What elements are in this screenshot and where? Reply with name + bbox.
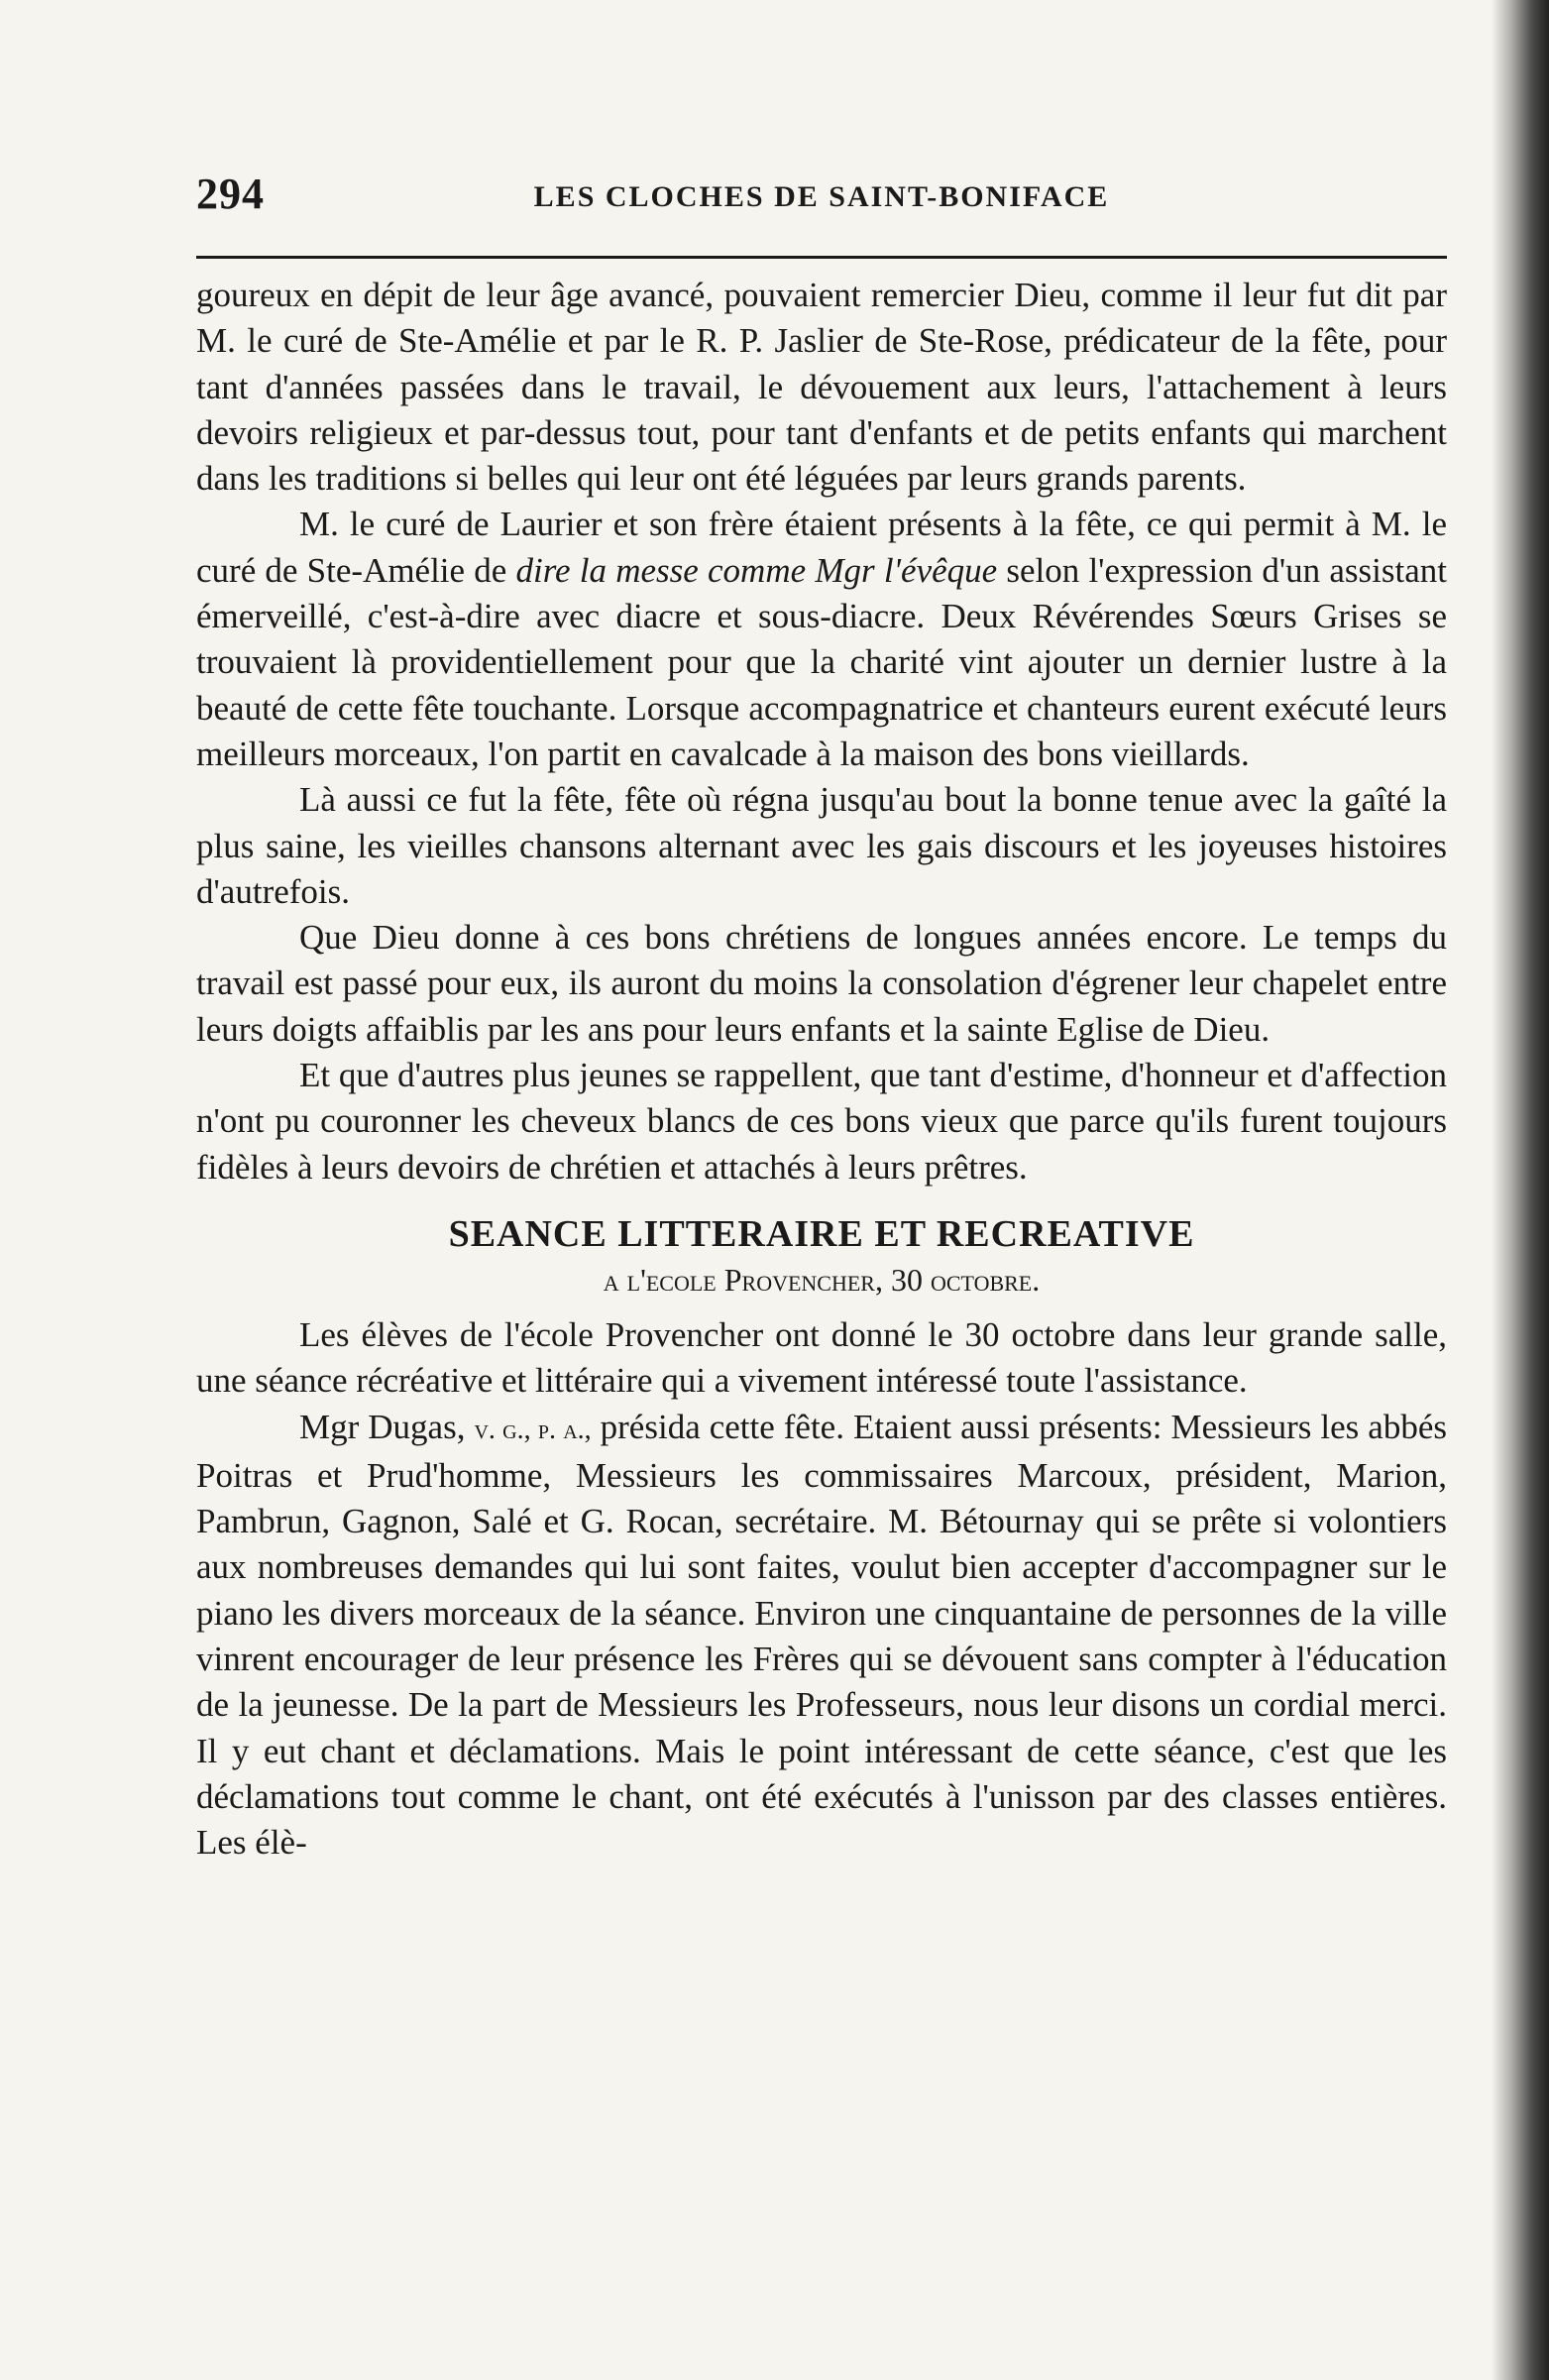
- page-number: 294: [196, 170, 265, 218]
- section-subtitle: a l'ecole Provencher, 30 octobre.: [603, 1261, 1041, 1298]
- paragraph-text: M. le curé de Laurier et son frère étaient présents à la fête, ce qui permit à M. le curé de Ste-Amélie de: [196, 505, 1447, 590]
- italic-quote: dire la messe comme Mgr l'évêque: [515, 550, 998, 590]
- paragraph-laurier: [196, 502, 1447, 777]
- paragraph-text: présida cette fête. Etaient aussi présents: Messieurs les abbés Poitras et Prud'homme, Messieurs les commissaires Marcoux, président, Marion, Pambrun, Gagnon, Salé et G. Rocan, secrétaire. M. Bétournay qui se prête si volontiers aux nombreuses demandes qui lui sont faites, voulut bien accepter d'accompagner sur le piano les divers morceaux de la séance. Environ une cinquantaine de personnes de la ville vinrent encourager de leur présence les Frères qui se dévouent sans compter à l'éducation de la jeunesse. De la part de Messieurs les Professeurs, nous leur disons un cordial merci. Il y eut chant et déclamations. Mais le point intéressant de cette séance, c'est que les déclamations tout comme le chant, ont été exécutés à l'unisson par des classes entières. Les élè-: [196, 1407, 1447, 1863]
- paragraph-prayer: Que Dieu donne à ces bons chrétiens de longues années encore. Le temps du travail est passé pour eux, ils auront du moins la consolation d'égrener leur chapelet entre leurs doigts affaiblis par les ans pour leurs enfants et la sainte Eglise de Dieu.: [196, 918, 1447, 1049]
- section-title: SEANCE LITTERAIRE ET RECREATIVE: [448, 1212, 1195, 1255]
- paragraph-fete: Là aussi ce fut la fête, fête où régna jusqu'au bout la bonne tenue avec la gaîté la plus saine, les vieilles chansons alternant avec les gais discours et les joyeuses histoires d'autrefois.: [196, 780, 1447, 911]
- paragraph-continued: goureux en dépit de leur âge avancé, pouvaient remercier Dieu, comme il leur fut dit par M. le curé de Ste-Amélie et par le R. P. Jaslier de Ste-Rose, prédicateur de la fête, pour tant d'années passées dans le travail, le dévouement aux leurs, l'attachement à leurs devoirs religieux et par-dessus tout, pour tant d'enfants et de petits enfants qui marchent dans les traditions si belles qui leur ont été léguées par leurs grands parents.: [196, 276, 1447, 499]
- paragraph-seance-details: [196, 1405, 1447, 1867]
- paragraph-seance-intro: Les élèves de l'école Provencher ont donné le 30 octobre dans leur grande salle, une séance récréative et littéraire qui a vivement intéressé toute l'assistance.: [196, 1314, 1447, 1401]
- running-title: LES CLOCHES DE SAINT-BONIFACE: [533, 180, 1110, 213]
- scan-shadow-edge: [1492, 0, 1549, 2380]
- running-header: [196, 169, 1447, 238]
- header-rule: [196, 256, 1447, 259]
- book-page: [196, 169, 1447, 1867]
- paragraph-text: Mgr Dugas,: [299, 1407, 475, 1446]
- paragraph-text: selon l'expression d'un assistant émerveillé, c'est-à-dire avec diacre et sous-diacre. Deux Révérendes Sœurs Grises se trouvaient là providentiellement pour que la charité vint ajouter un dernier lustre à la beauté de cette fête touchante. Lorsque accompagnatrice et chanteurs eurent exécuté leurs meilleurs morceaux, l'on partit en cavalcade à la maison des bons vieillards.: [196, 550, 1447, 773]
- paragraph-closing: Et que d'autres plus jeunes se rappellent, que tant d'estime, d'honneur et d'affection n'ont pu couronner les cheveux blancs de ces bons vieux que parce qu'ils furent toujours fidèles à leurs devoirs de chrétien et attachés à leurs prêtres.: [196, 1056, 1447, 1187]
- title-abbreviation: v. g., p. a.,: [474, 1414, 592, 1445]
